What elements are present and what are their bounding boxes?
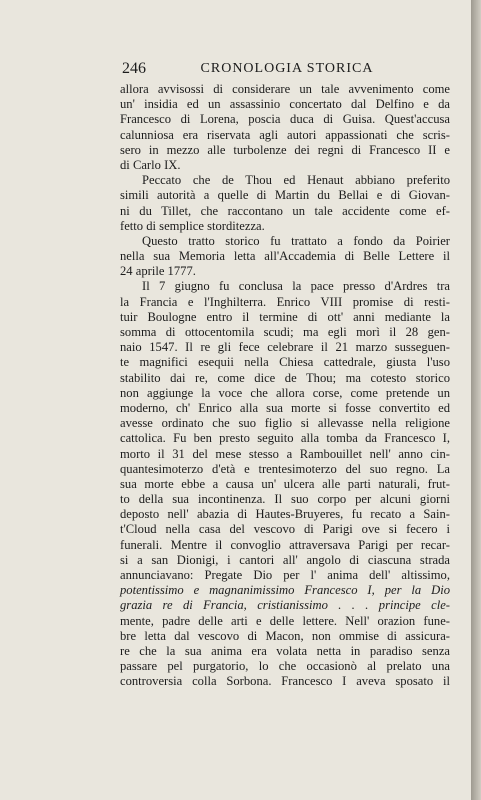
text-line: potentissimo e magnanimissimo Francesco I, per la Dio [120,583,450,598]
text-line: mente, padre delle arti e delle lettere. Nell' orazion fune- [120,613,450,628]
page-gutter [471,0,481,800]
text-line: stabilito dai re, come dice de Thou; ma cotesto storico [120,370,450,385]
text-line: nella sua Memoria letta all'Accademia di Belle Lettere il [120,249,450,264]
paragraph-2 [120,173,450,234]
text-line: sua morte ebbe a causa un' ulcera alle parti naturali, frut- [120,476,450,491]
text-line: fetto di semplice storditezza. [120,218,265,233]
text-line: morto il 31 del mese stesso a Rambouillet nell' anno cin- [120,446,450,461]
text-line: grazia re di Francia, cristianissimo . . . principe cle- [120,598,450,613]
text-line: re che la sua anima era volata netta in paradiso senza [120,643,450,658]
text-line: si a san Dionigi, i cantori all' angolo di ciascuna strada [120,552,450,567]
text-line: Il 7 giugno fu conclusa la pace presso d'Ardres tra [142,279,450,294]
text-line: passare pel purgatorio, lo che occasionò al prelato una [120,659,450,674]
body-text [120,82,450,690]
text-line: allora avvisossi di considerare un tale avvenimento come [120,82,450,96]
paragraph-3 [120,234,450,280]
text-line: quantesimoterzo d'età e trentesimoterzo del suo regno. La [120,461,450,476]
text-line: cattolica. Fu ben presto seguito alla tomba da Francesco I, [120,431,450,446]
running-title: CRONOLOGIA STORICA [200,61,374,76]
paragraph-1 [120,82,450,173]
text-line: simili autorità a quelle di Martin du Bellai e di Giovan- [120,188,450,203]
text-line: t'Cloud nella casa del vescovo di Parigi ove si fecero i [120,522,450,537]
page-number: 246 [122,60,146,77]
text-line: avesse ordinato che suo figlio si allevasse nella religione [120,416,450,431]
text-line: Questo tratto storico fu trattato a fondo da Poirier [142,233,450,248]
text-line: la Francia e l'Inghilterra. Enrico VIII promise di resti- [120,294,450,309]
text-line: deposto nell' abazia di Hautes-Bruyeres, fu recato a Sain- [120,507,450,522]
text-line: moderno, ch' Enrico alla sua morte si fosse convertito ed [120,400,450,415]
text-line: funerali. Mentre il convoglio attraversava Parigi per recar- [120,537,450,552]
text-line: to della sua incontinenza. Il suo corpo per alcuni giorni [120,492,450,507]
text-line: controversia colla Sorbona. Francesco I aveva sposato il [120,674,450,689]
text-line: di Carlo IX. [120,157,181,172]
text-line: calunniosa era riservata agli autori appassionati che scris- [120,127,450,142]
paragraph-4 [120,279,450,689]
text-line: tuir Boulogne entro il termine di ott' anni mediante la [120,309,450,324]
text-line: ni du Tillet, che raccontano un tale accidente come ef- [120,203,450,218]
text-line: te magnifici esequii nella Chiesa cattedrale, giusta l'uso [120,355,450,370]
text-line: 24 aprile 1777. [120,264,196,279]
page-header [122,60,452,80]
text-line: somma di ottocentomila scudi; ma egli morì il 28 gen- [120,325,450,339]
text-line: Francesco di Lorena, poscia duca di Guisa. Quest'accusa [120,112,450,127]
text-line: non aggiunge la voce che allora corse, come pretende un [120,385,450,400]
text-line: sero in mezzo alle turbolenze dei regni di Francesco II e [120,142,450,157]
text-line: bre letta dal vescovo di Macon, non ommise di assicura- [120,628,450,643]
text-line: annunciavano: Pregate Dio per l' anima dell' altissimo, [120,568,450,582]
text-line: Peccato che de Thou ed Henaut abbiano preferito [142,173,450,188]
text-line: un' insidia ed un assassinio concertato dal Delfino e da [120,97,450,112]
text-line: naio 1547. Il re gli fece celebrare il 21 marzo susseguen- [120,340,450,355]
